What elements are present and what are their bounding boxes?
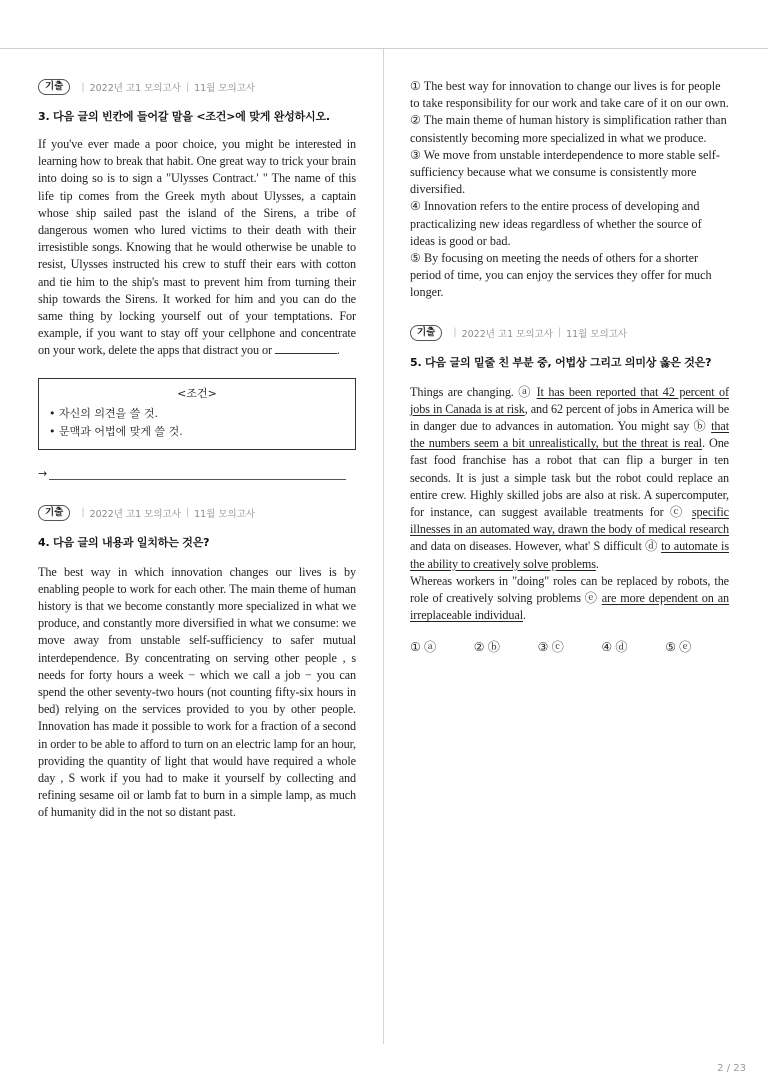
passage-paragraph <box>410 384 729 573</box>
left-column <box>38 78 356 822</box>
question-4-title: 4. 다음 글의 내용과 일치하는 것은? <box>38 535 210 549</box>
question-4-passage: The best way in which innovation changes our lives is by enabling people to work for each other. The main theme of human history is that we become constantly more specialized in what we produce, and constantly more diversified in what we consume: we move away from unstable self-sufficiency to safer mutual interdependence. By concentrating on serving other people , s needs for forty hours a week − which we call a job − you can spend the other seventy-two hours (not counting fifty-six hours in bed) relying on the services provided to you by other people. Innovation has made it possible to work for a fraction of a second in order to be able to afford to turn on an electric lamp for an hour, providing the quantity of light that would have required a whole day , S work if you had to make it yourself by collecting and refining sesame oil or lamb fat to burn in a simple lamp, as much of humanity did in the not so distant past. <box>38 564 356 820</box>
passage-text: If you've ever made a poor choice, you might be interested in learning how to break that habit. One great way to trick your brain into doing so is to sign a "Ulysses Contract.' " The name of this life tip comes from the Greek myth about Ulysses, a captain whose ship sailed past the island of the Sirens, a tribe of dangerous women who lured victims to their death with their irresistible songs. Knowing that he would otherwise be unable to resist, Ulysses instructed his crew to stuff their ears with cotton and tie him to the ship's mast to prevent him from turning their ship towards the Sirens. It worked for him and you can do the same thing by locking yourself out of your temptations. For example, if you want to stay off your cellphone and concentrate on your work, delete the apps that distract you or <box>38 137 356 358</box>
question-3-title: 3. 다음 글의 빈칸에 들어갈 말을 <조건>에 맞게 완성하시오. <box>38 110 330 123</box>
choice-1[interactable]: ① ⓐ <box>410 640 437 655</box>
option-3[interactable]: ③ We move from unstable interdependence to more stable self-sufficiency because what we consume is consistently more diversified. <box>410 147 720 197</box>
exam-year: 2022년 고1 모의고사 <box>461 328 553 340</box>
condition-box <box>38 378 356 450</box>
exam-month: 11월 모의고사 <box>566 328 628 340</box>
choice-2[interactable]: ② ⓑ <box>473 640 500 655</box>
condition-item: • 문맥과 어법에 맞게 쓸 것. <box>49 424 183 438</box>
separator: | <box>185 507 190 519</box>
arrow-icon: → <box>38 466 48 480</box>
past-exam-badge: 기출 <box>38 505 70 521</box>
question-5-tagline <box>410 324 729 342</box>
underline-b: that the numbers seem a bit unrealistically, but the threat is real <box>410 419 729 451</box>
underline-e: are more dependent on an irreplaceable individual <box>410 591 730 623</box>
separator: | <box>81 507 85 519</box>
question-3-passage <box>38 136 356 360</box>
passage-text: and data on diseases. However, what' S difficult ⓓ <box>410 539 662 554</box>
option-1[interactable]: ① The best way for innovation to change our lives is for people to take responsibility for our work and take care of it on our own. <box>410 79 729 111</box>
page-number: 2 / 23 <box>717 1063 746 1074</box>
underline-d: to automate is the ability to creatively solve problems <box>410 539 729 571</box>
underline-a: It has been reported that 42 percent of jobs in Canada is at risk <box>410 384 729 416</box>
question-5-passage <box>410 384 729 625</box>
question-5-title: 5. 다음 글의 밑줄 친 부분 중, 어법상 그리고 의미상 옳은 것은? <box>410 355 712 369</box>
choice-5[interactable]: ⑤ ⓔ <box>665 640 692 655</box>
answer-underline <box>49 470 346 480</box>
question-3 <box>38 78 356 480</box>
choice-3[interactable]: ③ ⓒ <box>537 640 564 655</box>
right-column <box>410 78 729 655</box>
answer-line[interactable] <box>38 466 356 480</box>
exam-month: 11월 모의고사 <box>194 83 256 94</box>
question-4-options <box>410 78 729 302</box>
passage-text: . <box>523 608 526 623</box>
answer-blank[interactable] <box>275 344 337 354</box>
condition-item: • 자신의 의견을 쓸 것. <box>49 406 158 420</box>
separator: | <box>453 327 457 339</box>
question-5-choices <box>410 638 729 655</box>
separator: | <box>81 81 85 93</box>
question-3-tagline <box>38 78 356 96</box>
question-4 <box>38 504 356 822</box>
option-4[interactable]: ④ Innovation refers to the entire process of developing and practicalizing new ideas regardless of whether the source of ideas is good or bad. <box>410 199 702 248</box>
passage-paragraph <box>410 573 729 625</box>
question-4-tagline <box>38 504 356 522</box>
separator: | <box>557 327 562 339</box>
passage-end: . <box>336 343 340 358</box>
choice-4[interactable]: ④ ⓓ <box>601 640 628 655</box>
passage-text: . One fast food franchise has a robot that can flip a burger in ten seconds. It is just a simple task but the robot could replace an entire crew. Highly skilled jobs are also at risk. A supercomputer, for instance, can suggest available treatments for ⓒ <box>410 436 729 520</box>
passage-text: . <box>595 556 599 571</box>
past-exam-badge: 기출 <box>410 325 442 341</box>
option-2[interactable]: ② The main theme of human history is simplification rather than consistently becoming more specialized in what we produce. <box>410 113 727 145</box>
passage-text: Whereas workers in "doing" roles can be replaced by robots, the role of creatively solving problems ⓔ <box>410 573 729 606</box>
exam-month: 11월 모의고사 <box>194 508 256 520</box>
exam-year: 2022년 고1 모의고사 <box>89 83 181 94</box>
header-rule <box>0 48 768 49</box>
passage-text: , and 62 percent of jobs in America will be in danger due to advances in automation. You might say ⓑ <box>410 401 729 434</box>
separator: | <box>185 81 190 93</box>
column-divider <box>383 49 384 1044</box>
past-exam-badge: 기출 <box>38 79 70 95</box>
condition-title: <조건> <box>177 386 217 400</box>
question-5 <box>410 324 729 656</box>
option-5[interactable]: ⑤ By focusing on meeting the needs of others for a shorter period of time, you can enjoy the services they offer for much longer. <box>410 251 712 300</box>
exam-year: 2022년 고1 모의고사 <box>89 508 181 520</box>
passage-text: Things are changing. ⓐ <box>410 384 537 399</box>
underline-c: specific illnesses in an automated way, drawn the body of medical research <box>410 505 729 537</box>
